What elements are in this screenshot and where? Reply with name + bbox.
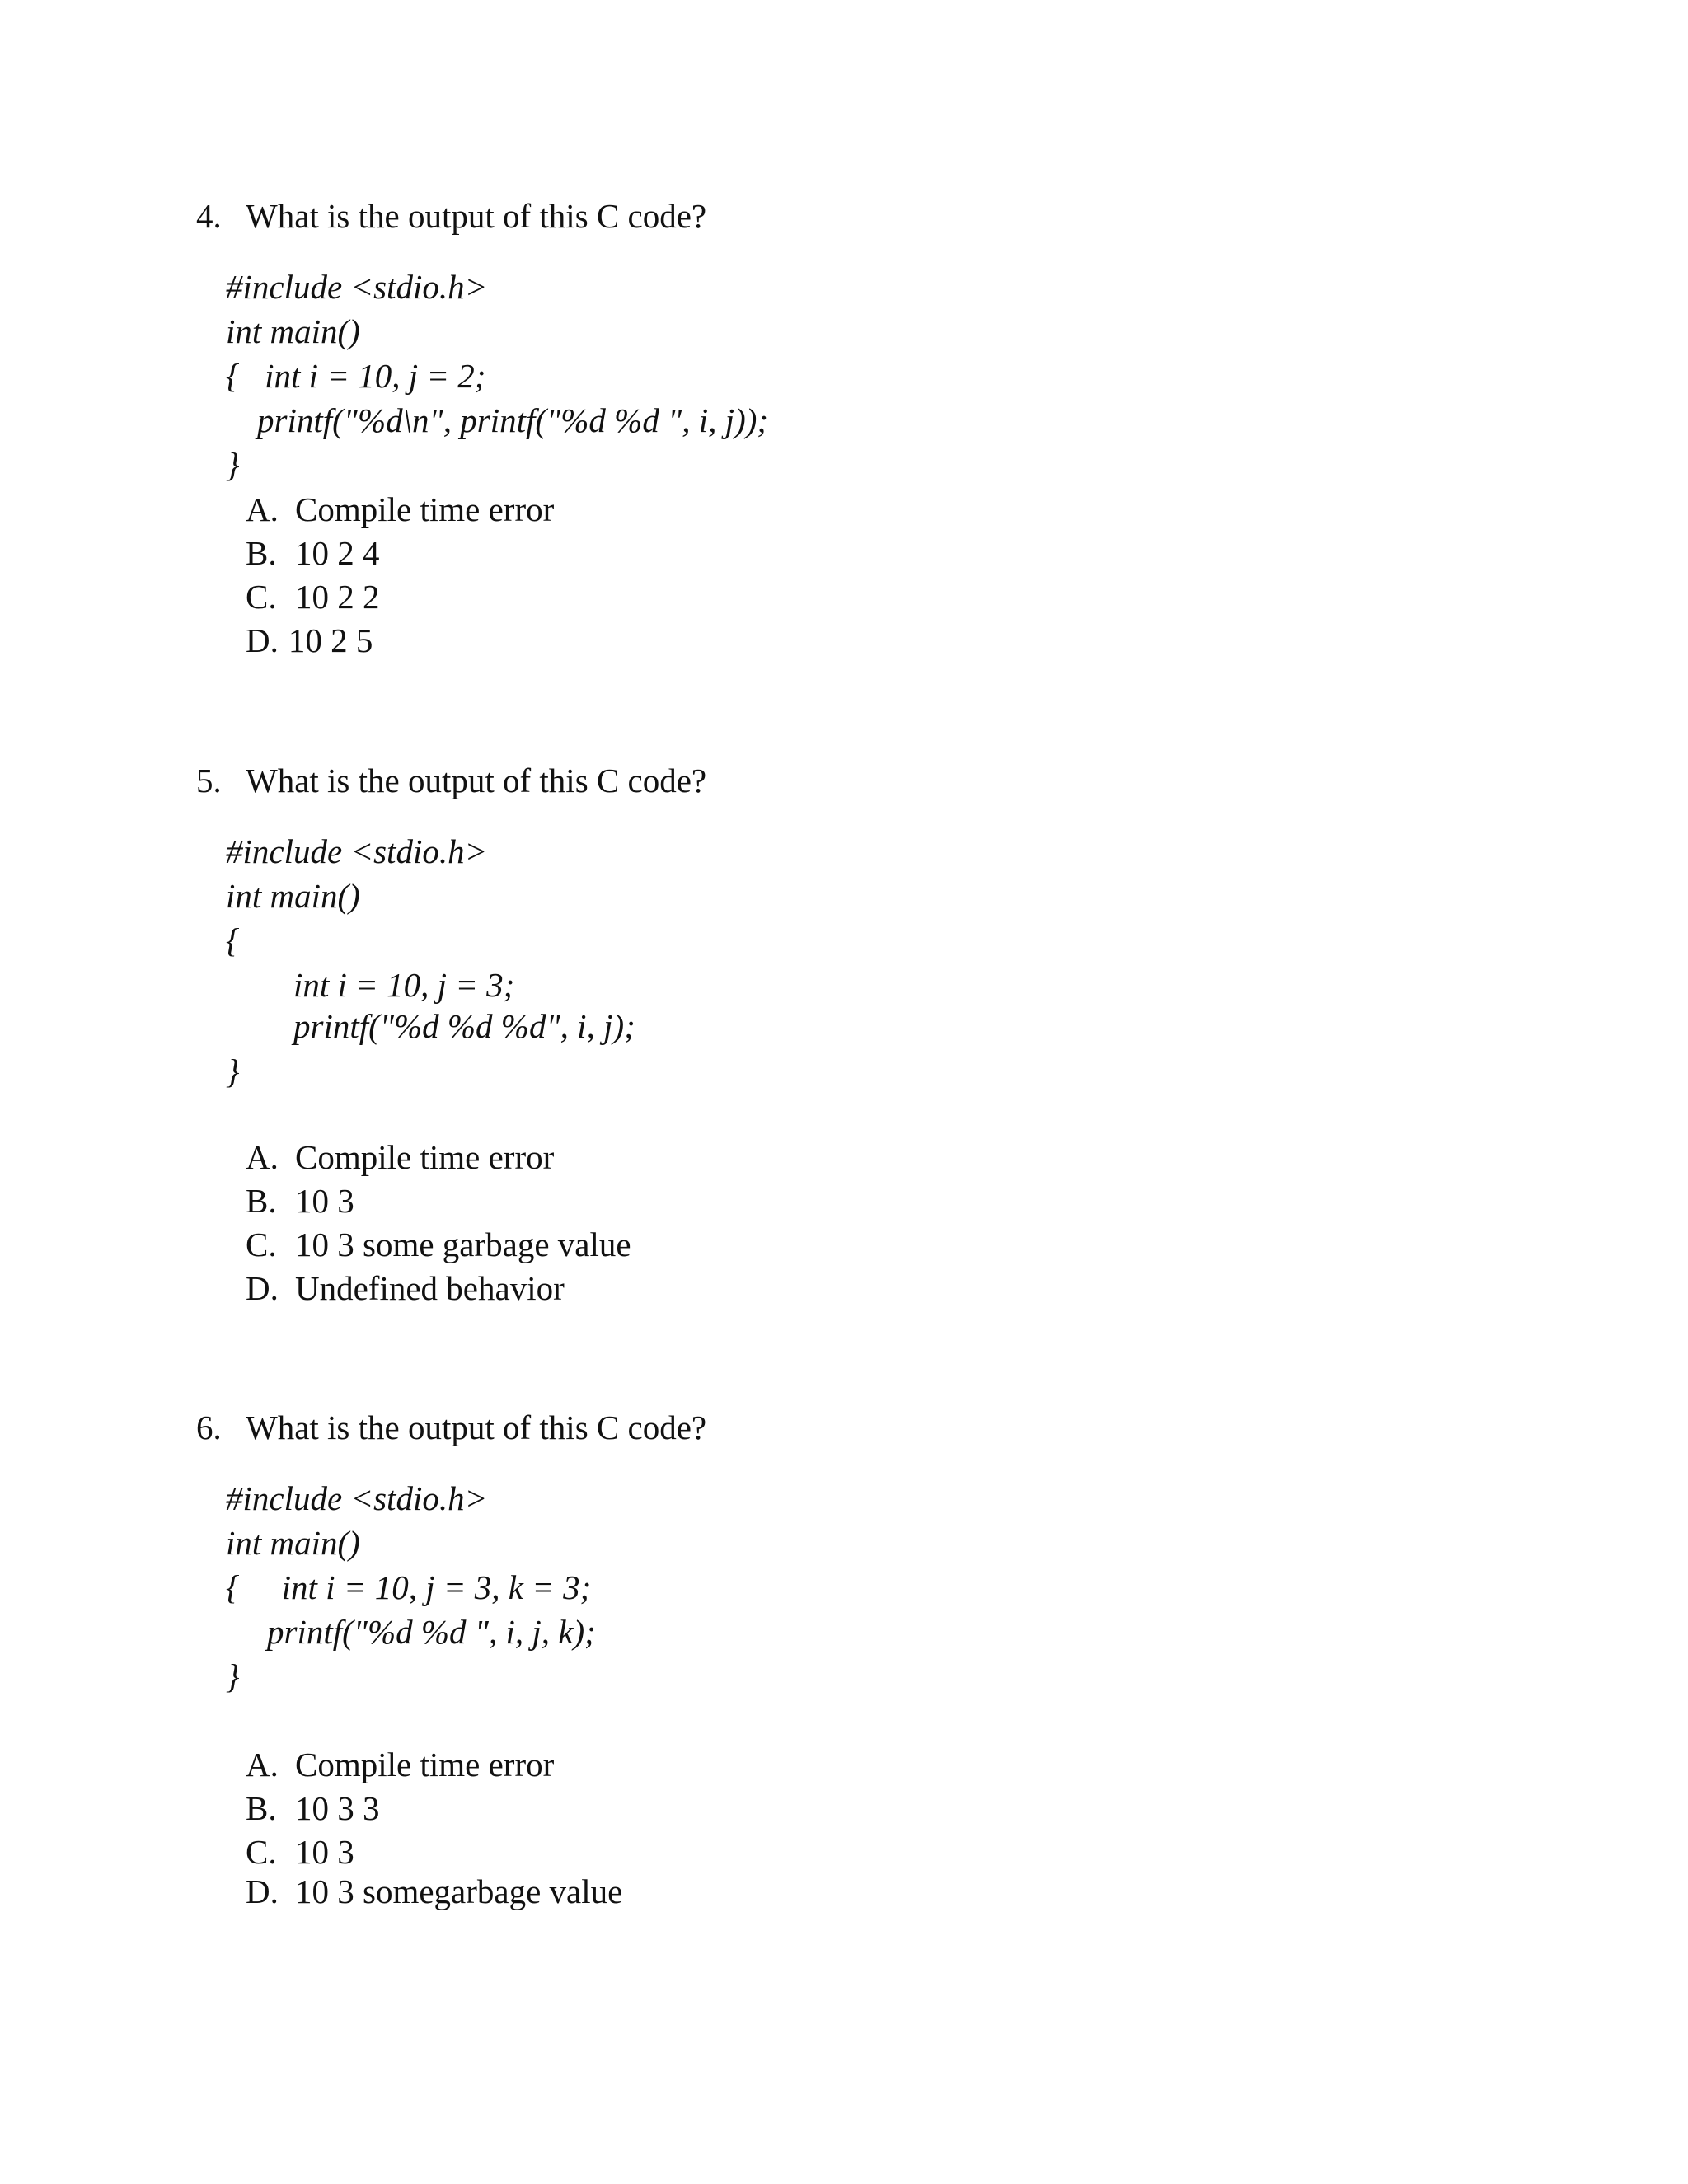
option-text: Compile time error bbox=[295, 1746, 555, 1783]
code-line: #include <stdio.h> bbox=[226, 268, 488, 306]
option-a bbox=[246, 1138, 555, 1176]
option-text: 10 2 4 bbox=[295, 534, 380, 572]
option-c bbox=[246, 580, 380, 614]
option-a bbox=[246, 1748, 554, 1782]
question-number: 5. bbox=[196, 762, 222, 799]
option-letter: D. bbox=[246, 1269, 279, 1307]
option-letter: D. bbox=[246, 1872, 279, 1910]
option-d bbox=[246, 621, 373, 659]
option-text: 10 2 5 bbox=[288, 621, 373, 659]
code-line: int main() bbox=[226, 877, 360, 915]
option-d bbox=[246, 1872, 623, 1910]
code-line: printf("%d %d %d", i, j); bbox=[293, 1007, 635, 1045]
question-text: What is the output of this C code? bbox=[246, 1408, 707, 1446]
option-c bbox=[246, 1835, 354, 1869]
option-text: Compile time error bbox=[295, 1138, 555, 1176]
option-letter: A. bbox=[246, 1746, 279, 1783]
code-line: } bbox=[226, 446, 240, 484]
option-letter: D. bbox=[246, 621, 279, 659]
option-d bbox=[246, 1269, 565, 1307]
option-text: 10 3 bbox=[295, 1182, 354, 1220]
code-line: #include <stdio.h> bbox=[226, 832, 488, 870]
option-letter: C. bbox=[246, 1226, 277, 1263]
option-text: 10 3 somegarbage value bbox=[295, 1872, 623, 1910]
code-line: { bbox=[226, 921, 240, 959]
option-letter: A. bbox=[246, 1138, 279, 1176]
question-number: 6. bbox=[196, 1408, 222, 1446]
option-text: 10 3 bbox=[295, 1833, 354, 1871]
code-line: #include <stdio.h> bbox=[226, 1479, 488, 1517]
option-letter: A. bbox=[246, 490, 279, 528]
option-c bbox=[246, 1228, 631, 1262]
option-letter: C. bbox=[246, 1833, 277, 1871]
option-letter: B. bbox=[246, 1182, 277, 1220]
option-b bbox=[246, 1789, 380, 1827]
code-line: printf("%d\n", printf("%d %d ", i, j)); bbox=[257, 401, 769, 439]
code-line: int main() bbox=[226, 312, 360, 350]
option-letter: C. bbox=[246, 578, 277, 616]
code-line: { int i = 10, j = 2; bbox=[226, 357, 486, 395]
option-a bbox=[246, 490, 555, 528]
option-letter: B. bbox=[246, 1789, 277, 1827]
question-text: What is the output of this C code? bbox=[246, 762, 707, 799]
option-text: 10 3 some garbage value bbox=[295, 1226, 631, 1263]
code-line: int i = 10, j = 3; bbox=[293, 966, 515, 1004]
question-text: What is the output of this C code? bbox=[246, 197, 707, 235]
code-line: printf("%d %d ", i, j, k); bbox=[267, 1613, 596, 1651]
option-letter: B. bbox=[246, 534, 277, 572]
code-line: int main() bbox=[226, 1524, 360, 1562]
code-line: } bbox=[226, 1052, 240, 1090]
option-text: Compile time error bbox=[295, 490, 555, 528]
option-text: Undefined behavior bbox=[295, 1269, 565, 1307]
option-text: 10 3 3 bbox=[295, 1789, 380, 1827]
option-b bbox=[246, 1184, 354, 1218]
option-text: 10 2 2 bbox=[295, 578, 380, 616]
option-b bbox=[246, 534, 380, 572]
question-number: 4. bbox=[196, 197, 222, 235]
code-line: } bbox=[226, 1657, 240, 1695]
code-line: { int i = 10, j = 3, k = 3; bbox=[226, 1568, 592, 1606]
